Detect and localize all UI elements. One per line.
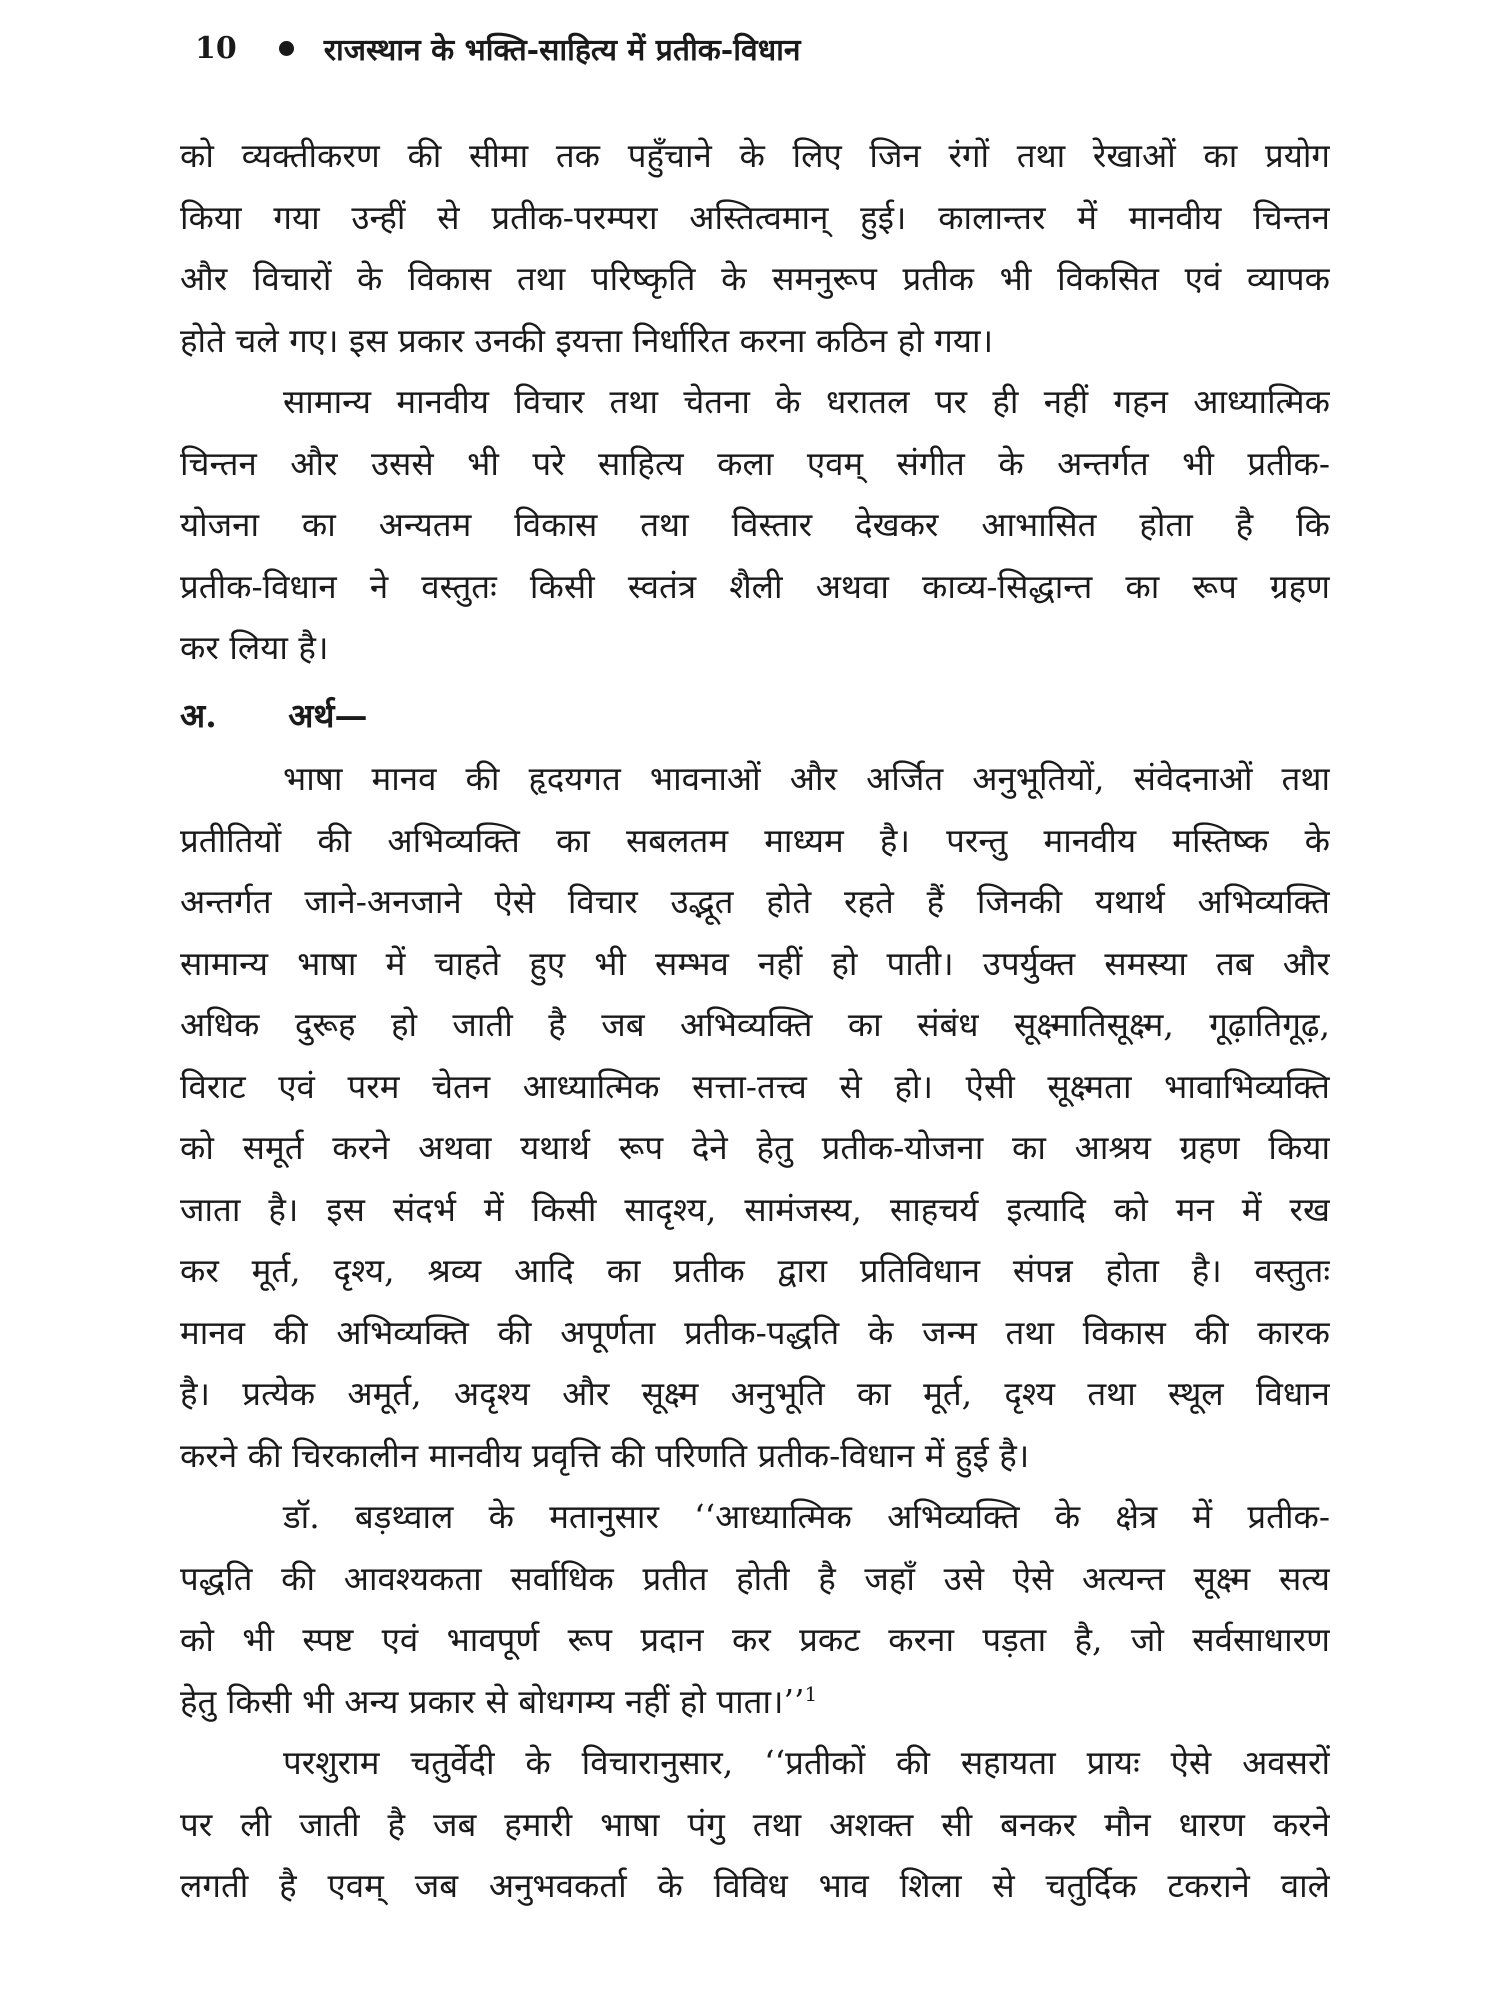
text-line: अधिक दुरूह हो जाती है जब अभिव्यक्ति का संबंध सूक्ष्मातिसूक्ष्म, गूढ़ातिगूढ़, (180, 1005, 1330, 1044)
text-line: परशुराम चतुर्वेदी के विचारानुसार, ‘‘प्रतीकों की सहायता प्रायः ऐसे अवसरों (283, 1743, 1330, 1782)
section-title: अर्थ— (288, 695, 368, 735)
text-line: को भी स्पष्ट एवं भावपूर्ण रूप प्रदान कर प्रकट करना पड़ता है, जो सर्वसाधारण (180, 1620, 1330, 1659)
text-line: भाषा मानव की हृदयगत भावनाओं और अर्जित अनुभूतियों, संवेदनाओं तथा (283, 759, 1330, 798)
text-line: सामान्य मानवीय विचार तथा चेतना के धरातल पर ही नहीं गहन आध्यात्मिक (283, 382, 1330, 421)
text-line: कर लिया है। (180, 628, 329, 667)
page-number: 10 (195, 31, 237, 66)
text-line (180, 1671, 1330, 1733)
text-line: प्रतीक-विधान ने वस्तुतः किसी स्वतंत्र शैली अथवा काव्य-सिद्धान्त का रूप ग्रहण (180, 566, 1330, 606)
bullet-dot-icon (279, 41, 294, 56)
text-line: पद्धति की आवश्यकता सर्वाधिक प्रतीत होती है जहाँ उसे ऐसे अत्यन्त सूक्ष्म सत्य (180, 1558, 1330, 1598)
text-line: पर ली जाती है जब हमारी भाषा पंगु तथा अशक्त सी बनकर मौन धारण करने (180, 1804, 1330, 1844)
text-line: है। प्रत्येक अमूर्त, अदृश्य और सूक्ष्म अनुभूति का मूर्त, दृश्य तथा स्थूल विधान (180, 1374, 1330, 1413)
text-line: किया गया उन्हीं से प्रतीक-परम्परा अस्तित्वमान् हुई। कालान्तर में मानवीय चिन्तन (180, 197, 1330, 237)
text-line: को व्यक्तीकरण की सीमा तक पहुँचाने के लिए जिन रंगों तथा रेखाओं का प्रयोग (180, 136, 1330, 175)
text-line: विराट एवं परम चेतन आध्यात्मिक सत्ता-तत्त्व से हो। ऐसी सूक्ष्मता भावाभिव्यक्ति (180, 1066, 1330, 1106)
page-body (180, 125, 1330, 1917)
text-line: चिन्तन और उससे भी परे साहित्य कला एवम् संगीत के अन्तर्गत भी प्रतीक- (180, 443, 1330, 483)
text-line: प्रतीतियों की अभिव्यक्ति का सबलतम माध्यम है। परन्तु मानवीय मस्तिष्क के (180, 820, 1330, 860)
paragraph (180, 1486, 1330, 1732)
text-line: जाता है। इस संदर्भ में किसी सादृश्य, सामंजस्य, साहचर्य इत्यादि को मन में रख (180, 1189, 1330, 1229)
section-label: अ. (180, 695, 217, 735)
text-line: और विचारों के विकास तथा परिष्कृति के समनुरूप प्रतीक भी विकसित एवं व्यापक (180, 259, 1330, 298)
footnote-reference[interactable]: 1 (804, 1681, 818, 1706)
paragraph (180, 125, 1330, 371)
text-line: अन्तर्गत जाने-अनजाने ऐसे विचार उद्भूत होते रहते हैं जिनकी यथार्थ अभिव्यक्ति (180, 882, 1330, 921)
text-line: मानव की अभिव्यक्ति की अपूर्णता प्रतीक-पद्धति के जन्म तथा विकास की कारक (180, 1312, 1330, 1352)
text-line: डॉ. बड़थ्वाल के मतानुसार ‘‘आध्यात्मिक अभिव्यक्ति के क्षेत्र में प्रतीक- (283, 1497, 1330, 1536)
text-line: कर मूर्त, दृश्य, श्रव्य आदि का प्रतीक द्वारा प्रतिविधान संपन्न होता है। वस्तुतः (180, 1251, 1330, 1290)
text-line: योजना का अन्यतम विकास तथा विस्तार देखकर आभासित होता है कि (180, 505, 1330, 544)
section-heading (180, 685, 1330, 747)
book-title: राजस्थान के भक्ति-साहित्य में प्रतीक-विधान (323, 33, 801, 68)
text-line: लगती है एवम् जब अनुभवकर्ता के विविध भाव शिला से चतुर्दिक टकराने वाले (180, 1866, 1330, 1905)
paragraph (180, 748, 1330, 1486)
running-header (195, 28, 801, 69)
text-line: करने की चिरकालीन मानवीय प्रवृत्ति की परिणति प्रतीक-विधान में हुई है। (180, 1435, 1030, 1475)
paragraph (180, 1732, 1330, 1917)
text-line: सामान्य भाषा में चाहते हुए भी सम्भव नहीं हो पाती। उपर्युक्त समस्या तब और (180, 943, 1330, 983)
paragraph (180, 371, 1330, 679)
text-segment: हेतु किसी भी अन्य प्रकार से बोधगम्य नहीं हो पाता।’’ (180, 1681, 805, 1721)
text-line: होते चले गए। इस प्रकार उनकी इयत्ता निर्धारित करना कठिन हो गया। (180, 320, 994, 360)
text-line: को समूर्त करने अथवा यथार्थ रूप देने हेतु प्रतीक-योजना का आश्रय ग्रहण किया (180, 1128, 1330, 1167)
